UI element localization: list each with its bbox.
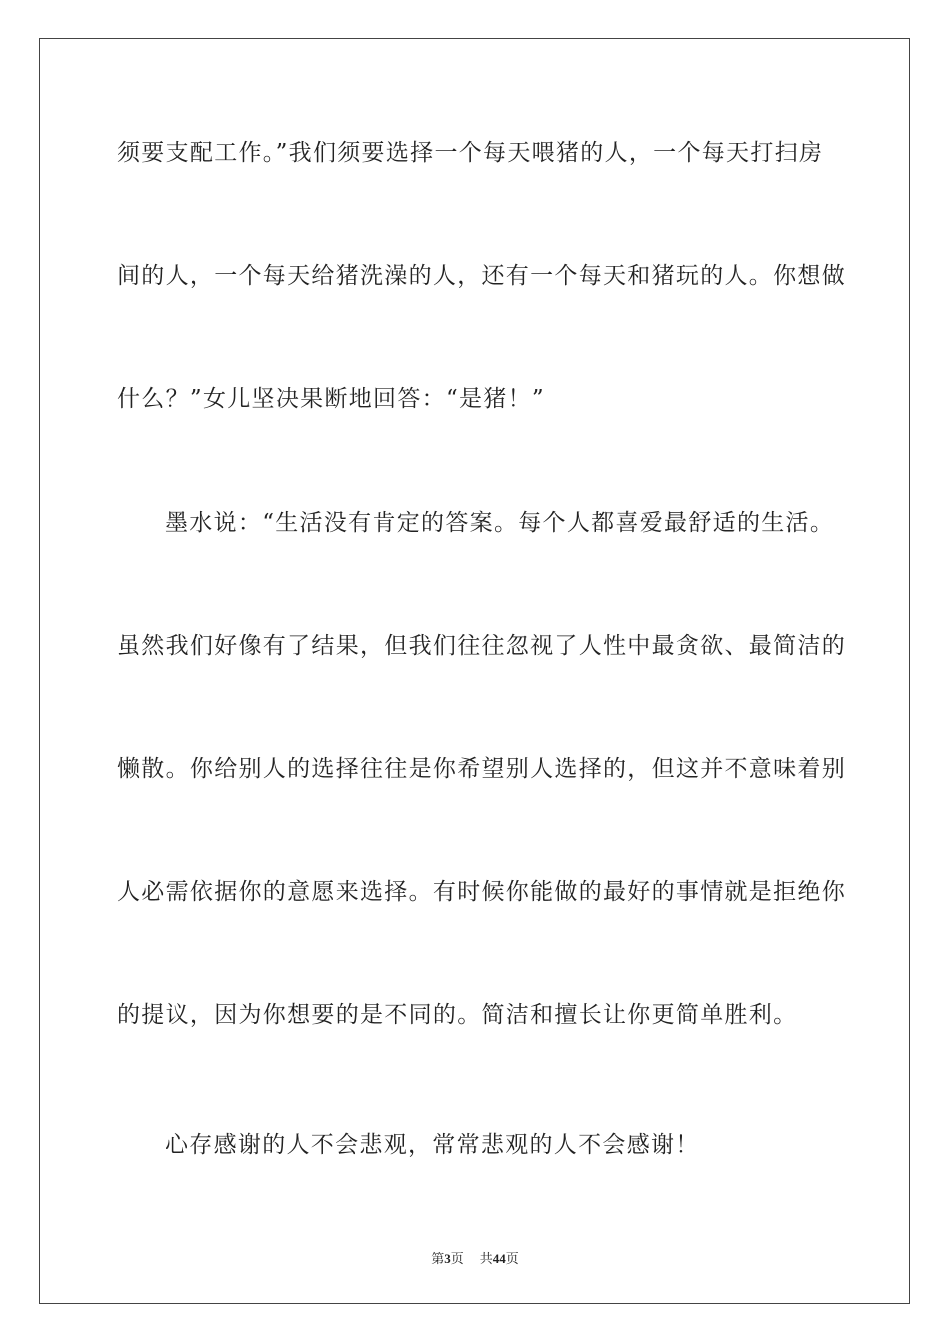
body-line-6: 懒散。你给别人的选择往往是你希望别人选择的，但这并不意味着别 <box>117 756 846 782</box>
footer-total-suffix: 页 <box>505 1252 519 1267</box>
body-line-4: 墨水说：“生活没有肯定的答案。每个人都喜爱最舒适的生活。 <box>165 510 835 536</box>
body-line-1: 须要支配工作。”我们须要选择一个每天喂猪的人，一个每天打扫房 <box>117 140 824 166</box>
footer-page-number: 3 <box>444 1251 451 1266</box>
body-line-9: 心存感谢的人不会悲观，常常悲观的人不会感谢！ <box>165 1132 700 1158</box>
footer-total-prefix: 共 <box>479 1252 493 1267</box>
page-border <box>39 38 910 1304</box>
body-line-7: 人必需依据你的意愿来选择。有时候你能做的最好的事情就是拒绝你 <box>117 879 846 905</box>
body-line-8: 的提议，因为你想要的是不同的。简洁和擅长让你更简单胜利。 <box>117 1002 798 1028</box>
body-line-3: 什么？”女儿坚决果断地回答：“是猪！” <box>117 386 545 412</box>
footer-page-prefix: 第 <box>431 1252 445 1267</box>
body-line-5: 虽然我们好像有了结果，但我们往往忽视了人性中最贪欲、最简洁的 <box>117 633 846 659</box>
footer-total-pages: 44 <box>492 1251 506 1266</box>
footer-page-suffix: 页 <box>450 1252 464 1267</box>
page-footer <box>0 1248 950 1267</box>
body-line-2: 间的人，一个每天给猪洗澡的人，还有一个每天和猪玩的人。你想做 <box>117 263 846 289</box>
